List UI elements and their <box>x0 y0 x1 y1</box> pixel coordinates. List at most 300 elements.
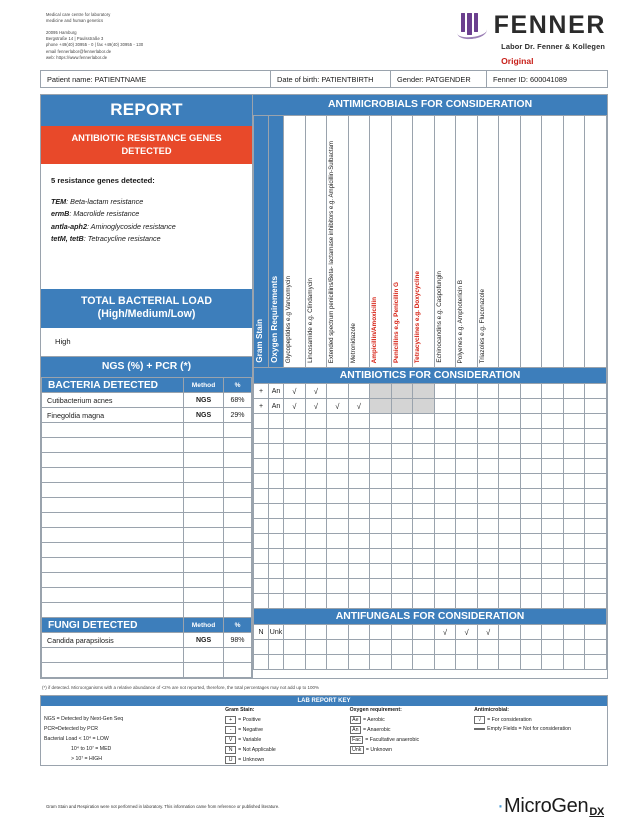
grid-cell-empty <box>434 489 456 504</box>
cell-empty <box>184 528 224 543</box>
grid-cell-empty <box>413 594 435 609</box>
grid-cell-empty <box>520 594 542 609</box>
bacterial-load-subtitle: (High/Medium/Low) <box>97 307 196 320</box>
grid-cell-empty <box>520 474 542 489</box>
page-footer <box>0 794 640 818</box>
antimicrobials-title: ANTIMICROBIALS FOR CONSIDERATION <box>253 95 607 115</box>
grid-cell-tick: √ <box>434 625 456 640</box>
grid-cell-shaded <box>413 399 435 414</box>
grid-cell-empty <box>327 519 349 534</box>
grid-cell-empty <box>284 640 306 655</box>
grid-cell-empty <box>370 655 392 670</box>
key-antimicrobial-entry: Empty Fields = Not for consideration <box>471 725 607 735</box>
grid-cell-empty <box>585 564 607 579</box>
gene-desc: : Aminoglycoside resistance <box>86 221 176 231</box>
grid-cell-empty <box>542 579 564 594</box>
grid-cell-empty <box>284 519 306 534</box>
address-city: 20095 Hamburg <box>46 29 77 35</box>
grid-cell-empty <box>391 549 413 564</box>
grid-cell-empty <box>413 414 435 429</box>
table-row-empty <box>42 528 252 543</box>
key-symbol <box>474 728 485 730</box>
column-header-label: Triazoles e.g. Fluconazole <box>478 288 486 363</box>
column-header-label: Echinocandins e.g. Caspofungin <box>435 271 443 363</box>
grid-cell-empty <box>520 384 542 399</box>
grid-cell-empty <box>520 625 542 640</box>
grid-cell-empty <box>499 384 521 399</box>
grid-cell-empty <box>269 444 284 459</box>
grid-cell-empty <box>254 489 269 504</box>
grid-data-row <box>254 384 607 399</box>
key-antimicrobial-entry <box>471 735 607 745</box>
grid-cell-empty <box>520 414 542 429</box>
grid-cell-empty <box>391 625 413 640</box>
cell-empty <box>42 528 184 543</box>
grid-cell-empty <box>305 549 327 564</box>
gene-name: TEM <box>51 197 67 207</box>
grid-cell-empty <box>520 399 542 414</box>
grid-cell-empty <box>563 504 585 519</box>
grid-cell-empty <box>413 429 435 444</box>
grid-cell-empty <box>327 504 349 519</box>
grid-cell-empty <box>348 489 370 504</box>
cell-empty <box>184 438 224 453</box>
grid-cell-empty <box>391 640 413 655</box>
column-header-label: Glycopeptides e.g Vancomycin <box>285 275 293 363</box>
key-row <box>41 745 607 755</box>
grid-cell-empty <box>456 459 478 474</box>
grid-cell-empty <box>434 444 456 459</box>
grid-cell-empty <box>499 504 521 519</box>
cell-empty <box>224 588 252 603</box>
grid-cell-empty <box>542 534 564 549</box>
patient-fenner-id: Fenner ID: 600041089 <box>493 74 567 84</box>
grid-cell-empty <box>305 564 327 579</box>
key-symbol: N <box>225 746 236 754</box>
grid-cell-empty <box>370 444 392 459</box>
cell-empty <box>184 423 224 438</box>
grid-cell-empty <box>370 504 392 519</box>
grid-cell-empty <box>269 640 284 655</box>
grid-cell-empty <box>542 564 564 579</box>
report-title: REPORT <box>41 95 252 126</box>
column-header-label: Metronidazole <box>349 322 357 363</box>
grid-cell-empty <box>434 564 456 579</box>
cell-empty <box>42 513 184 528</box>
grid-cell-empty <box>542 504 564 519</box>
table-row-empty <box>42 588 252 603</box>
cell-empty <box>224 648 252 663</box>
key-table <box>41 706 607 765</box>
grid-cell-empty <box>391 459 413 474</box>
key-symbol: + <box>225 716 236 724</box>
genes-heading: 5 resistance genes detected: <box>51 176 155 186</box>
key-header-row <box>41 706 607 715</box>
column-header-echinocandins-e-g-caspofungin <box>434 116 456 368</box>
key-column-header <box>41 706 222 715</box>
grid-cell-empty <box>585 640 607 655</box>
grid-cell-empty <box>305 459 327 474</box>
grid-data-row <box>254 625 607 640</box>
grid-cell-empty <box>348 429 370 444</box>
grid-cell-empty <box>434 474 456 489</box>
grid-cell-tick: √ <box>305 384 327 399</box>
column-header-tetracyclines-e-g-doxycycline <box>413 116 435 368</box>
grid-cell-empty <box>391 489 413 504</box>
grid-cell-empty <box>520 504 542 519</box>
oxygen-requirement-cell: Unk <box>269 625 284 640</box>
column-header-label: Extended spectrum penicillins/Beta- lactamase inhibitors e.g. Ampicillin-Sulbactam <box>328 140 336 363</box>
column-header-blank-15 <box>563 116 585 368</box>
antibiotics-section-bar <box>254 368 607 384</box>
grid-cell-empty <box>520 459 542 474</box>
col-method: Method <box>184 378 224 393</box>
grid-cell-empty <box>269 504 284 519</box>
lab-report-key <box>40 695 608 766</box>
grid-cell-empty <box>370 474 392 489</box>
grid-cell-empty <box>499 594 521 609</box>
grid-cell-empty <box>370 549 392 564</box>
grid-cell-empty <box>348 474 370 489</box>
cell-empty <box>184 453 224 468</box>
grid-cell-empty <box>434 384 456 399</box>
grid-cell-empty <box>348 564 370 579</box>
gene-name: ermB <box>51 209 70 219</box>
table-row-empty <box>42 573 252 588</box>
grid-cell-tick: √ <box>348 399 370 414</box>
cell-empty <box>42 468 184 483</box>
key-row <box>41 735 607 745</box>
grid-cell-empty <box>327 429 349 444</box>
fungus-name: Candida parapsilosis <box>42 633 184 648</box>
grid-cell-empty <box>305 519 327 534</box>
cell-empty <box>184 603 224 618</box>
grid-cell-empty <box>434 549 456 564</box>
gram-stain-cell: + <box>254 384 269 399</box>
grid-cell-empty <box>542 459 564 474</box>
column-header-label: Ampicillin/Amoxicillin <box>371 296 379 363</box>
grid-cell-empty <box>520 564 542 579</box>
grid-cell-empty <box>269 579 284 594</box>
grid-cell-empty <box>327 534 349 549</box>
grid-cell-empty <box>542 549 564 564</box>
grid-cell-empty <box>391 474 413 489</box>
grid-cell-empty <box>348 640 370 655</box>
grid-cell-empty <box>434 579 456 594</box>
gene-item <box>51 208 242 220</box>
table-row <box>42 408 252 423</box>
key-symbol: An <box>350 726 361 734</box>
grid-cell-empty <box>269 534 284 549</box>
grid-cell-empty <box>520 549 542 564</box>
grid-cell-empty <box>391 655 413 670</box>
column-header-oxygen-requirements <box>269 116 284 368</box>
key-method-text: PCR=Detected by PCR <box>44 726 99 732</box>
grid-cell-empty <box>499 534 521 549</box>
address-line-2: medicine and human genetics <box>46 18 104 24</box>
cell-empty <box>224 528 252 543</box>
grid-cell-empty <box>284 429 306 444</box>
grid-cell-empty <box>305 444 327 459</box>
column-header-ampicillin-amoxicillin <box>370 116 392 368</box>
letterhead <box>0 0 640 68</box>
grid-cell-empty <box>269 414 284 429</box>
cell-empty <box>42 423 184 438</box>
column-header-blank-14 <box>542 116 564 368</box>
grid-cell-empty <box>348 384 370 399</box>
table-row-empty <box>42 513 252 528</box>
grid-row-empty <box>254 549 607 564</box>
cell-empty <box>224 573 252 588</box>
grid-cell-empty <box>563 519 585 534</box>
gene-list <box>51 196 242 246</box>
grid-cell-empty <box>370 459 392 474</box>
bacteria-empty-rows <box>42 423 252 618</box>
grid-cell-empty <box>305 640 327 655</box>
grid-cell-empty <box>499 564 521 579</box>
table-row-empty <box>42 603 252 618</box>
grid-cell-shaded <box>391 384 413 399</box>
grid-cell-empty <box>563 384 585 399</box>
grid-cell-empty <box>327 549 349 564</box>
grid-cell-empty <box>434 534 456 549</box>
antifungals-section-bar <box>254 609 607 625</box>
bacteria-table <box>41 377 252 618</box>
key-method-text: > 10⁷ = HIGH <box>71 756 102 762</box>
cell-empty <box>224 663 252 678</box>
col-method: Method <box>184 618 224 633</box>
grid-cell-shaded <box>370 399 392 414</box>
grid-cell-empty <box>434 414 456 429</box>
grid-cell-empty <box>254 519 269 534</box>
grid-cell-empty <box>348 594 370 609</box>
grid-cell-empty <box>305 534 327 549</box>
cell-empty <box>184 498 224 513</box>
address-street: Bergstraße 14 | Paulsstraße 3 <box>46 36 104 42</box>
key-symbol: - <box>225 726 236 734</box>
grid-cell-empty <box>391 579 413 594</box>
grid-cell-empty <box>413 504 435 519</box>
key-oxygen-entry: Fac = Facultative anaerobic <box>347 735 472 745</box>
grid-cell-empty <box>563 429 585 444</box>
grid-cell-empty <box>520 534 542 549</box>
column-header-metronidazole <box>348 116 370 368</box>
fungi-table-header <box>42 618 252 633</box>
gene-name: antla-aph2 <box>51 221 87 231</box>
key-title: LAB REPORT KEY <box>41 696 607 706</box>
grid-cell-empty <box>520 640 542 655</box>
patient-gender: Gender: PATGENDER <box>391 71 487 87</box>
cell-empty <box>42 573 184 588</box>
grid-cell-empty <box>413 640 435 655</box>
bacteria-percent: 29% <box>224 408 252 423</box>
cell-empty <box>42 483 184 498</box>
grid-cell-empty <box>585 444 607 459</box>
column-header-label: Tetracyclines e.g. Doxycycline <box>414 270 422 363</box>
grid-cell-empty <box>370 594 392 609</box>
bacteria-name: Cutibacterium acnes <box>42 393 184 408</box>
bacterial-load-value: High <box>41 328 252 357</box>
grid-cell-tick: √ <box>305 399 327 414</box>
gene-desc: : Beta-lactam resistance <box>66 197 144 207</box>
grid-cell-empty <box>327 489 349 504</box>
grid-cell-empty <box>348 534 370 549</box>
grid-cell-empty <box>391 414 413 429</box>
grid-row-empty <box>254 594 607 609</box>
patient-dob: Date of birth: PATIENTBIRTH <box>271 71 391 87</box>
grid-cell-empty <box>284 534 306 549</box>
table-row-empty <box>42 468 252 483</box>
grid-cell-empty <box>477 489 499 504</box>
grid-cell-empty <box>520 444 542 459</box>
key-oxygen-entry: Ae = Aerobic <box>347 715 472 725</box>
grid-cell-empty <box>585 549 607 564</box>
grid-cell-empty <box>563 414 585 429</box>
grid-cell-empty <box>563 655 585 670</box>
grid-cell-empty <box>254 655 269 670</box>
grid-cell-empty <box>477 519 499 534</box>
cell-empty <box>42 558 184 573</box>
oxygen-requirement-cell: An <box>269 384 284 399</box>
cell-empty <box>42 588 184 603</box>
table-row <box>42 393 252 408</box>
grid-cell-empty <box>585 489 607 504</box>
grid-data-row <box>254 399 607 414</box>
grid-cell-empty <box>477 640 499 655</box>
key-antimicrobial-entry <box>471 755 607 765</box>
cell-empty <box>224 483 252 498</box>
column-header-penicillins-e-g-penicillin-g <box>391 116 413 368</box>
grid-cell-empty <box>477 384 499 399</box>
column-header-glycopeptides-e-g-vancomycin <box>284 116 306 368</box>
grid-cell-empty <box>327 594 349 609</box>
grid-cell-empty <box>499 459 521 474</box>
grid-cell-empty <box>370 414 392 429</box>
cell-empty <box>42 438 184 453</box>
table-row-empty <box>42 438 252 453</box>
grid-cell-empty <box>370 534 392 549</box>
grid-cell-empty <box>391 504 413 519</box>
grid-cell-empty <box>456 489 478 504</box>
key-method-text: 10⁴ to 10⁷ = MED <box>71 746 112 752</box>
grid-cell-empty <box>434 519 456 534</box>
grid-cell-empty <box>542 594 564 609</box>
grid-cell-empty <box>585 594 607 609</box>
grid-cell-empty <box>348 655 370 670</box>
grid-cell-tick: √ <box>284 399 306 414</box>
grid-cell-empty <box>542 625 564 640</box>
grid-cell-empty <box>413 459 435 474</box>
grid-cell-empty <box>520 489 542 504</box>
grid-cell-empty <box>563 564 585 579</box>
bacteria-name: Finegoldia magna <box>42 408 184 423</box>
grid-cell-empty <box>305 429 327 444</box>
grid-cell-empty <box>499 414 521 429</box>
grid-cell-empty <box>348 459 370 474</box>
table-row-empty <box>42 663 252 678</box>
grid-cell-empty <box>269 474 284 489</box>
grid-cell-empty <box>434 640 456 655</box>
grid-cell-empty <box>542 519 564 534</box>
key-symbol: U <box>225 756 236 764</box>
fenner-wordmark: FENNER <box>493 11 606 39</box>
grid-cell-empty <box>563 474 585 489</box>
grid-cell-empty <box>563 444 585 459</box>
grid-cell-empty <box>477 655 499 670</box>
cell-empty <box>184 573 224 588</box>
column-header-label <box>499 359 502 367</box>
column-header-label <box>542 359 545 367</box>
grid-cell-empty <box>284 594 306 609</box>
gene-name: tetM, tetB <box>51 234 84 244</box>
grid-cell-empty <box>585 474 607 489</box>
grid-cell-empty <box>269 549 284 564</box>
grid-cell-empty <box>499 625 521 640</box>
key-row <box>41 715 607 725</box>
key-oxygen-entry: An = Anaerobic <box>347 725 472 735</box>
grid-cell-empty <box>413 549 435 564</box>
grid-cell-empty <box>477 594 499 609</box>
column-header-polyenes-e-g-amphotericin-b <box>456 116 478 368</box>
grid-cell-empty <box>254 444 269 459</box>
column-header-gram-stain <box>254 116 269 368</box>
grid-cell-empty <box>254 504 269 519</box>
grid-cell-empty <box>269 594 284 609</box>
column-header-extended-spectrum-penicillins-beta-lactamase-inhibitors-e-g-ampicillin-sulbactam <box>327 116 349 368</box>
antimicrobials-grid <box>253 115 607 670</box>
fungus-percent: 98% <box>224 633 252 648</box>
grid-cell-empty <box>284 444 306 459</box>
patient-name: Patient name: PATIENTNAME <box>41 71 271 87</box>
patient-info-bar <box>40 70 608 88</box>
resistance-genes-block <box>41 164 252 252</box>
grid-cell-empty <box>327 564 349 579</box>
fungi-empty-rows <box>42 648 252 678</box>
grid-cell-empty <box>499 489 521 504</box>
table-row-empty <box>42 483 252 498</box>
cell-empty <box>42 453 184 468</box>
grid-cell-empty <box>370 625 392 640</box>
grid-cell-empty <box>563 534 585 549</box>
grid-cell-empty <box>305 594 327 609</box>
grid-cell-shaded <box>413 384 435 399</box>
column-header-label: Lincosamide e.g. Clindamycin <box>306 278 314 363</box>
key-symbol: √ <box>474 716 485 724</box>
fenner-subtitle: Labor Dr. Fenner & Kollegen <box>501 42 605 51</box>
grid-cell-empty <box>456 384 478 399</box>
grid-row-empty <box>254 474 607 489</box>
table-row <box>42 633 252 648</box>
gene-desc: : Tetracycline resistance <box>83 234 161 244</box>
bacteria-method: NGS <box>184 393 224 408</box>
grid-cell-empty <box>413 489 435 504</box>
grid-cell-empty <box>542 474 564 489</box>
microgendx-wordmark: MicroGen <box>504 795 589 817</box>
grid-cell-empty <box>305 625 327 640</box>
fenner-logo <box>457 12 608 66</box>
address-line-1: Medical care centre for laboratory <box>46 12 111 17</box>
microgendx-dx: DX <box>589 806 604 818</box>
key-antimicrobial-entry: √ = For consideration <box>471 715 607 725</box>
grid-cell-empty <box>254 414 269 429</box>
grid-row-empty <box>254 534 607 549</box>
grid-cell-empty <box>391 444 413 459</box>
cell-empty <box>42 603 184 618</box>
grid-cell-empty <box>348 444 370 459</box>
col-percent: % <box>224 378 252 393</box>
grid-row-empty <box>254 579 607 594</box>
grid-cell-empty <box>269 459 284 474</box>
